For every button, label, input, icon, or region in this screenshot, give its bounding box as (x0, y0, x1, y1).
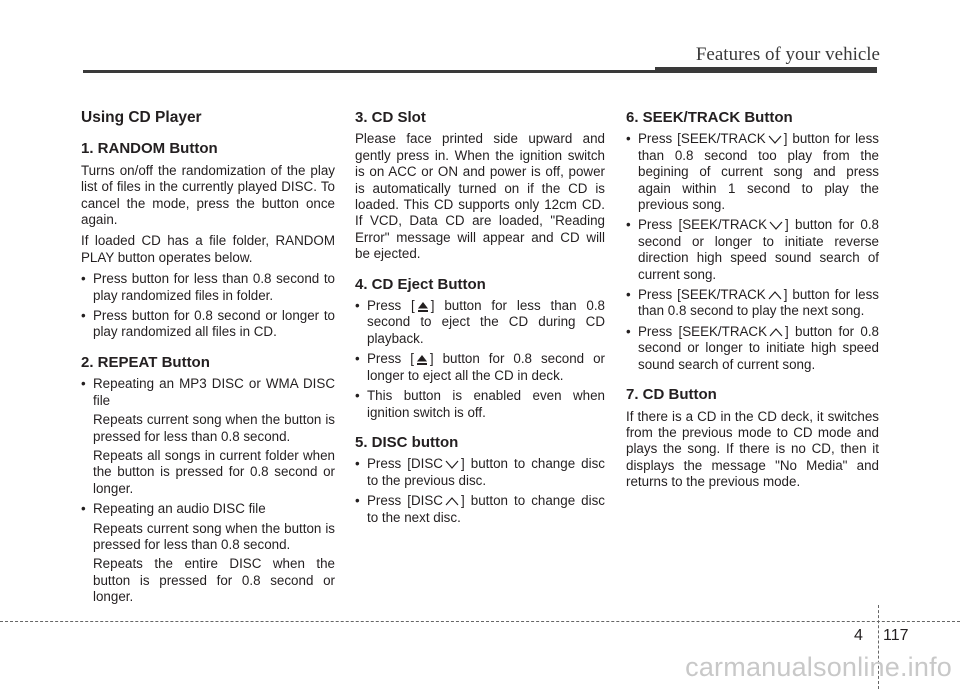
bullet-list (355, 298, 605, 421)
running-header: Features of your vehicle (695, 44, 880, 65)
text-fragment: ] button for 0.8 second or longer to eject all the CD in deck. (367, 351, 605, 383)
eject-icon (416, 354, 428, 366)
sub-paragraph: Repeats current song when the button is pressed for less than 0.8 second. (93, 412, 335, 444)
heading-cd-slot: 3. CD Slot (355, 109, 426, 126)
bullet-list (355, 456, 605, 526)
list-item-text: Repeating an audio DISC file (93, 501, 266, 517)
chevron-up-icon (445, 497, 459, 506)
list-item (355, 456, 605, 489)
column-1 (81, 110, 335, 611)
chevron-down-icon (769, 221, 783, 230)
bullet-list (626, 131, 879, 373)
chevron-up-icon (768, 291, 782, 300)
chevron-down-icon (768, 135, 782, 144)
text-fragment: ] button for less than 0.8 second too play from the begining of current song and press again within 1 second to play the previous song. (638, 131, 879, 213)
heading-cd-eject-button: 4. CD Eject Button (355, 275, 486, 293)
chevron-up-icon (769, 328, 783, 337)
sub-paragraph: Repeats current song when the button is pressed for less than 0.8 second. (93, 520, 335, 552)
paragraph: Please face printed side upward and gently press in. When the ignition switch is on ACC or ON and power is off, power is automatically turned on if the CD is loaded. This CD supports only 12cm CD. If VCD, Data CD are loaded, "Reading Error" message will appear and CD will be ejected. (355, 131, 605, 262)
list-item (355, 298, 605, 347)
text-fragment: ] button for less than 0.8 second to play the next song. (638, 287, 879, 319)
list-item (81, 376, 335, 497)
heading-disc-button: 5. DISC button (355, 433, 459, 451)
text-fragment: Press [ (367, 298, 415, 314)
list-item (626, 131, 879, 213)
list-item: • This button is enabled even when ignition switch is off. (355, 388, 605, 421)
footer-rule (0, 621, 960, 622)
bullet-list (81, 376, 335, 605)
text-fragment: Press [SEEK/TRACK (638, 131, 766, 147)
text-fragment: Press [SEEK/TRACK (638, 217, 768, 233)
chevron-down-icon (445, 460, 459, 469)
text-fragment: Press [DISC (367, 493, 443, 509)
list-item: • Press button for less than 0.8 second to play randomized files in folder. (81, 271, 335, 304)
sub-paragraph: Repeats the entire DISC when the button is pressed for 0.8 second or longer. (93, 556, 335, 605)
section-title: Using CD Player (81, 109, 202, 126)
list-item: • Press button for 0.8 second or longer to play randomized all files in CD. (81, 308, 335, 341)
watermark: carmanualsonline.info (685, 652, 952, 682)
text-fragment: Press [SEEK/TRACK (638, 287, 766, 303)
column-2 (355, 110, 605, 531)
list-item (626, 287, 879, 320)
text-fragment: ] button to change disc to the previous disc. (367, 456, 605, 488)
heading-random-button: 1. RANDOM Button (81, 140, 218, 158)
list-item (355, 493, 605, 526)
column-3 (626, 110, 879, 496)
text-fragment: Press [ (367, 351, 414, 367)
page-number: 117 (883, 627, 909, 644)
text-fragment: ] button for 0.8 second or longer to initiate high speed sound search of current song. (638, 323, 880, 372)
eject-icon (417, 301, 429, 313)
paragraph: If loaded CD has a file folder, RANDOM PLAY button operates below. (81, 233, 335, 265)
text-fragment: ] button to change disc to the next disc. (367, 493, 605, 525)
heading-seek-track-button: 6. SEEK/TRACK Button (626, 109, 793, 126)
text-fragment: Press [SEEK/TRACK (638, 323, 768, 339)
list-item-text: Repeating an MP3 DISC or WMA DISC file (93, 376, 335, 408)
list-item (626, 324, 879, 373)
paragraph: If there is a CD in the CD deck, it switches from the previous mode to CD mode and plays the song. If there is no CD, then it displays the message "No Media" and returns to the previous mode. (626, 408, 879, 490)
bullet-list (81, 271, 335, 341)
list-item (81, 501, 335, 605)
heading-cd-button: 7. CD Button (626, 386, 717, 404)
text-fragment: ] button for less than 0.8 second to eject the CD during CD playback. (367, 298, 605, 346)
section-number: 4 (854, 627, 863, 644)
list-item (626, 217, 879, 283)
heading-repeat-button: 2. REPEAT Button (81, 353, 210, 371)
sub-paragraph: Repeats all songs in current folder when the button is pressed for 0.8 second or longer. (93, 447, 335, 496)
text-fragment: ] button for 0.8 second or longer to initiate reverse direction high speed sound search of current song. (638, 217, 880, 282)
list-item (355, 351, 605, 384)
header-rule-accent (655, 67, 877, 73)
paragraph: Turns on/off the randomization of the play list of files in the currently played DISC. To cancel the mode, press the button once again. (81, 162, 335, 228)
text-fragment: Press [DISC (367, 456, 443, 472)
